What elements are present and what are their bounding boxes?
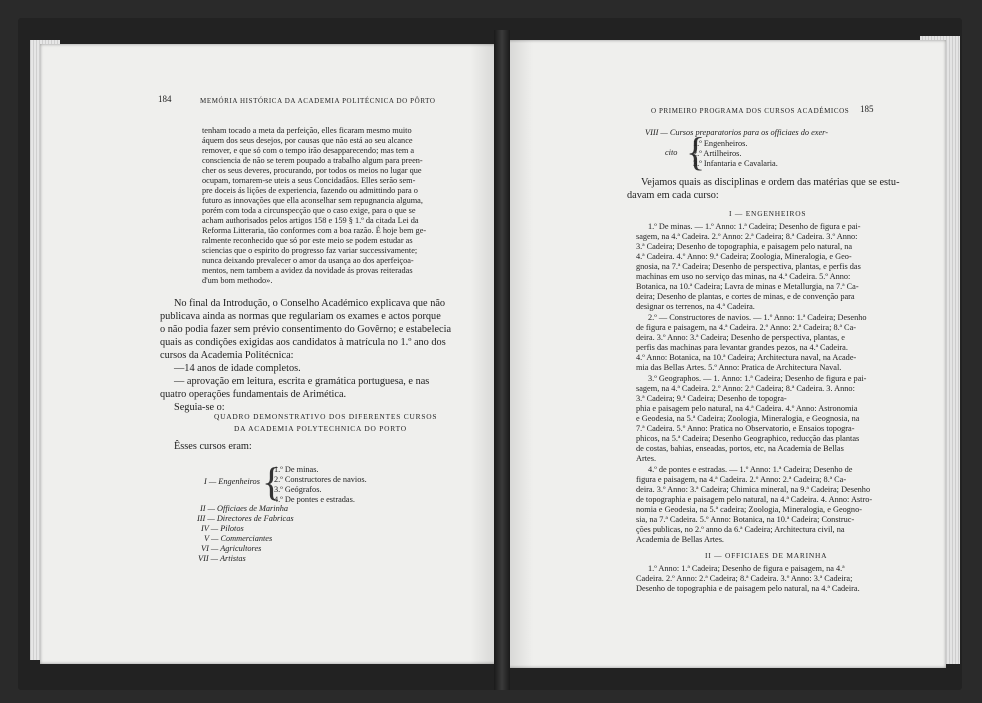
quote-line: ocupam, tornarem-se uteis a seus Concidadãos. Elles serão sem- xyxy=(202,176,416,185)
course-item: 3.º Geógrafos. xyxy=(274,485,322,494)
course-line: VI — Agricultores xyxy=(201,544,262,553)
text-line: gnosia, na 7.ª Cadeira; Desenho de perspectiva, plantas, e perfis das xyxy=(636,262,861,271)
text-line: Artes. xyxy=(636,454,657,463)
quote-line: futuro as innovações que ella aconselhar sem repugnancia alguma, xyxy=(202,196,423,205)
text-line: sagem, na 4.ª Cadeira. 2.º Anno: 2.ª Cadeira; 8.ª Cadeira. 3. Anno: xyxy=(636,384,855,393)
quote-line: nunca deixando prevalecer o amor da usança ao dos aperfeiçoa- xyxy=(202,256,414,265)
course-line: II — Officiaes de Marinha xyxy=(200,504,289,513)
course-item: 1.º Engenheiros. xyxy=(693,139,748,148)
text-line: sia, na 7.ª Cadeira. 5.º Anno: Botanica, na 10.ª Cadeira; Construc- xyxy=(636,515,855,524)
table-title: DA ACADEMIA POLYTECHNICA DO PORTO xyxy=(234,424,407,433)
text-line: 3.ª Cadeira; 9.ª Cadeira; Desenho de topogra- xyxy=(636,394,787,403)
para-line: — aprovação em leitura, escrita e gramática portuguesa, e nas xyxy=(174,376,430,387)
text-line: sagem, na 4.ª Cadeira. 2.º Anno: 2.ª Cadeira; 8.ª Cadeira. 3.º Anno: xyxy=(636,232,858,241)
text-line: deira; Desenho de plantas, e cortes de minas, e de convenção para xyxy=(636,292,855,301)
quote-line: ralmente reconhecido que só por este meio se podem estudar as xyxy=(202,236,413,245)
quote-line: pre doceis ás lições de experiencia, fazendo ou admittindo para o xyxy=(202,186,418,195)
text-line: 4.º de pontes e estradas. — 1.º Anno: 1.ª Cadeira; Desenho de xyxy=(648,465,853,474)
para-line: —14 anos de idade completos. xyxy=(174,363,301,374)
quote-line: d'um bom methodo». xyxy=(202,276,273,285)
course-item: 2.º Artilheiros. xyxy=(693,149,742,158)
course-line: IV — Pilotos xyxy=(201,524,244,533)
text-line: 1.º Anno: 1.ª Cadeira; Desenho de figura e paisagem, na 4.ª xyxy=(648,564,845,573)
text-line: figura e paisagem, na 4.ª Cadeira. 2.º Anno: 2.ª Cadeira; 8.ª Ca- xyxy=(636,475,847,484)
section-title: I — ENGENHEIROS xyxy=(729,209,807,218)
text-line: Cadeira. 2.º Anno: 2.ª Cadeira; 8.ª Cadeira. 3.º Anno: 3.ª Cadeira; xyxy=(636,574,853,583)
text-line: Desenho de topographia e de paisagem pelo natural, na 4.ª Cadeira. xyxy=(636,584,860,593)
para-line: cursos da Academia Politécnica: xyxy=(160,350,294,361)
table-title: QUADRO DEMONSTRATIVO DOS DIFERENTES CURSOS xyxy=(214,412,438,421)
quote-line: mentos, nem tambem a avidez da novidade ás provas reiteradas xyxy=(202,266,413,275)
page-number: 185 xyxy=(860,104,874,114)
course-line: V — Commerciantes xyxy=(204,534,273,543)
text-line: 7.ª Cadeira. 5.º Anno: Pratica no Observatorio, e Ensaios topogra- xyxy=(636,424,855,433)
course-item: 1.º De minas. xyxy=(274,465,319,474)
course-label: I — Engenheiros xyxy=(204,477,260,486)
text-line: Academia de Bellas Artes. xyxy=(636,535,725,544)
text-line: 4.ª Cadeira. 4.º Anno: 9.ª Cadeira; Zoologia, Mineralogia, e Geo- xyxy=(636,252,852,261)
course-line: III — Directores de Fabricas xyxy=(197,514,294,523)
course-line-cont: cito xyxy=(665,148,678,157)
page-number: 184 xyxy=(158,94,172,104)
text-line: 1.º De minas. — 1.º Anno: 1.ª Cadeira; Desenho de figura e pai- xyxy=(648,222,861,231)
course-line: VIII — Cursos preparatorios para os officiaes do exer- xyxy=(645,128,828,137)
intro-line: davam em cada curso: xyxy=(627,190,719,201)
quote-line: porém com toda a circunspecção que o caso exige, para o que se xyxy=(202,206,416,215)
brace-icon: { xyxy=(262,459,282,504)
running-head: MEMÓRIA HISTÓRICA DA ACADEMIA POLITÉCNICA DO PÔRTO xyxy=(200,97,436,105)
text-line: phicos, na 5.ª Cadeira; Desenho Geographico, reducção das plantas xyxy=(636,434,860,443)
text-line: deira. 3.º Anno: 3.ª Cadeira; Desenho de perspectiva, plantas, e xyxy=(636,333,845,342)
book-spine-gutter xyxy=(494,30,510,690)
text-line: deira. 3.º Anno: 3.ª Cadeira; Chimica mineral, na 9.ª Cadeira; Desenho xyxy=(636,485,871,494)
courses-intro: Êsses cursos eram: xyxy=(174,441,252,452)
text-line: mia das Bellas Artes. 5.º Anno: Pratica de Architectura Naval. xyxy=(636,363,842,372)
intro-line: Vejamos quais as disciplinas e ordem das matérias que se estu- xyxy=(641,177,900,188)
para-line: No final da Introdução, o Conselho Académico explicava que não xyxy=(174,298,446,309)
course-item: 2.º Constructores de navios. xyxy=(274,475,367,484)
quote-line: Reforma Litteraria, tão conformes com a boa razão. É hoje bem ge- xyxy=(202,226,427,235)
quote-line: tenham tocado a meta da perfeição, elles ficaram mesmo muito xyxy=(202,126,412,135)
course-item: 4.º De pontes e estradas. xyxy=(274,495,355,504)
quote-line: acham authorisados pelos artigos 158 e 159 § 1.º da citada Lei da xyxy=(202,216,419,225)
text-line: designar os terrenos, na 4.ª Cadeira. xyxy=(636,302,755,311)
section-title: II — OFFICIAES DE MARINHA xyxy=(705,551,828,560)
para-line: quatro operações fundamentais de Arimética. xyxy=(160,389,347,400)
text-line: de figura e paisagem, na 4.ª Cadeira. 2.º Anno: 2.ª Cadeira; 8.ª Ca- xyxy=(636,323,857,332)
para-line: quais as condições exigidas aos candidatos à matrícula no 1.º ano dos xyxy=(160,337,446,348)
quote-line: sciencias que o espirito do progresso faz variar successivamente; xyxy=(202,246,418,255)
text-line: phia e paisagem pelo natural, na 4.ª Cadeira. 4.º Anno: Astronomia xyxy=(636,404,858,413)
text-line: 4.º Anno: Botanica, na 10.ª Cadeira; Architectura naval, na Acade- xyxy=(636,353,857,362)
quote-line: consciencia de não se terem poupado a trabalho algum para preen- xyxy=(202,156,423,165)
course-line: VII — Artistas xyxy=(198,554,246,563)
quote-line: cher os seus deveres, procurando, por todos os meios no lugar que xyxy=(202,166,422,175)
text-line: nomia e Geodesia, na 5.ª cadeira; Zoologia, Mineralogia, e Geogno- xyxy=(636,505,862,514)
para-line: o não podia fazer sem prévio consentimento do Govêrno; e estabelecia xyxy=(160,324,452,335)
text-line: machinas em uso no serviço das minas, na 4.ª Cadeira. 5.º Anno: xyxy=(636,272,851,281)
text-line: 3.ª Cadeira; Desenho de topographia, e paisagem pelo natural, na xyxy=(636,242,853,251)
quote-line: remover, e que só com o tempo irão desapparecendo; mas tem a xyxy=(202,146,415,155)
text-line: Botanica, na 10.ª Cadeira; Lavra de minas e Metallurgia, na 7.ª Ca- xyxy=(636,282,859,291)
text-line: 3.º Geographos. — 1. Anno: 1.ª Cadeira; Desenho de figura e pai- xyxy=(648,374,867,383)
brace-icon: { xyxy=(686,129,706,174)
para-line: Seguia-se o: xyxy=(174,402,225,413)
text-line: de topographia e paisagem pelo natural, na 4.ª Cadeira. 4. Anno: Astro- xyxy=(636,495,873,504)
left-page xyxy=(40,44,502,664)
text-line: de costas, bahias, enseadas, portos, etc, na Academia de Bellas xyxy=(636,444,844,453)
right-page xyxy=(503,40,946,668)
para-line: publicava ainda as normas que regulariam os exames e actos porque xyxy=(160,311,441,322)
text-line: e Geodesia, na 5.ª Cadeira; Zoologia, Mineralogia, e Geognosia, na xyxy=(636,414,860,423)
text-line: 2.º — Constructores de navios. — 1.º Anno: 1.ª Cadeira; Desenho xyxy=(648,313,867,322)
text-line: ções publicas, no 2.º anno da 6.ª Cadeira; Architectura civil, na xyxy=(636,525,845,534)
running-head: O PRIMEIRO PROGRAMA DOS CURSOS ACADÉMICOS xyxy=(651,107,850,115)
quote-line: áquem dos seus desejos, por causas que não está ao seu alcance xyxy=(202,136,413,145)
text-line: perfis das machinas para levantar grandes pezos, na 4.ª Cadeira. xyxy=(636,343,848,352)
course-item: 3.º Infantaria e Cavalaria. xyxy=(693,159,778,168)
